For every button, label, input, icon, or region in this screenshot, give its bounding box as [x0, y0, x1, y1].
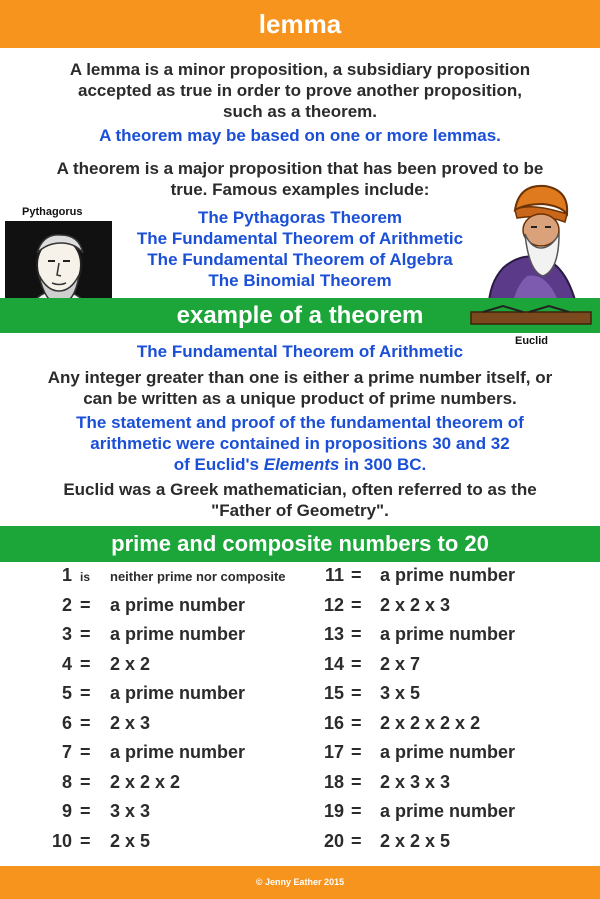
- number-value: 20: [323, 830, 344, 851]
- number-description: 2 x 3 x 3: [380, 771, 451, 792]
- list-item: The Binomial Theorem: [208, 271, 392, 290]
- equals-sign: =: [351, 683, 362, 703]
- equals-sign: =: [351, 594, 362, 615]
- number-description: 2 x 5: [110, 830, 151, 851]
- equals-sign: =: [80, 594, 91, 615]
- number-value: 2: [61, 594, 72, 615]
- pythagoras-caption: Pythagorus: [22, 206, 83, 218]
- page-title: lemma: [258, 9, 342, 39]
- number-value: 18: [323, 771, 344, 792]
- list-item: [0, 654, 600, 680]
- equals-sign: =: [351, 771, 362, 792]
- number-value: 10: [51, 830, 72, 851]
- number-value: 3: [61, 624, 72, 644]
- fundamental-theorem-statement: Any integer greater than one is either a prime number itself, or can be written as a unique product of prime numbers.: [47, 368, 553, 408]
- number-value: 11: [324, 565, 344, 585]
- example-section-title: example of a theorem: [176, 302, 424, 329]
- number-value: 13: [323, 624, 344, 644]
- number-description: a prime number: [110, 594, 246, 615]
- list-item: [0, 683, 600, 709]
- equals-sign: =: [80, 801, 91, 821]
- equals-sign: =: [351, 712, 362, 733]
- list-item: The Fundamental Theorem of Arithmetic: [136, 229, 464, 248]
- equals-sign: =: [80, 830, 91, 851]
- footer-bar: [0, 866, 600, 899]
- number-description: 2 x 7: [380, 653, 421, 674]
- number-value: 6: [61, 712, 72, 733]
- numbers-section-bar: [0, 526, 600, 562]
- number-description: 2 x 2 x 2: [110, 771, 181, 792]
- number-value: 9: [61, 801, 72, 821]
- equals-sign: =: [80, 771, 91, 792]
- equals-sign: =: [351, 801, 362, 821]
- number-description: a prime number: [380, 742, 516, 762]
- euclid-note: Euclid was a Greek mathematician, often referred to as the "Father of Geometry".: [63, 480, 537, 520]
- equals-sign: is: [80, 570, 91, 584]
- lemma-definition: A lemma is a minor proposition, a subsidiary proposition accepted as true in order to prove another proposition, such as a theorem.: [69, 60, 531, 121]
- euclid-caption: Euclid: [515, 335, 549, 347]
- number-value: 4: [61, 653, 72, 674]
- list-item: [0, 772, 600, 798]
- euclid-desk-overlay: [469, 298, 594, 330]
- number-description: 2 x 2: [110, 653, 151, 674]
- number-value: 14: [323, 653, 344, 674]
- list-item: The Fundamental Theorem of Algebra: [147, 250, 453, 269]
- list-item: [0, 742, 600, 768]
- number-value: 17: [323, 742, 344, 762]
- number-value: 19: [323, 801, 344, 821]
- list-item: [0, 713, 600, 739]
- number-description: a prime number: [110, 683, 246, 703]
- number-description: a prime number: [380, 565, 516, 585]
- equals-sign: =: [80, 653, 91, 674]
- theorem-history: The statement and proof of the fundamental theorem of arithmetic were contained in propositions 30 and 32 of Euclid's Elements in 300 BC.: [76, 413, 524, 474]
- number-description: 2 x 2 x 3: [380, 594, 451, 615]
- list-item: [0, 831, 600, 857]
- number-value: 12: [323, 594, 344, 615]
- number-description: 2 x 3: [110, 712, 151, 733]
- equals-sign: =: [80, 683, 91, 703]
- copyright: © Jenny Eather 2015: [255, 877, 345, 887]
- elements-title: Elements: [263, 455, 340, 474]
- number-value: 1: [61, 565, 72, 585]
- number-value: 7: [61, 742, 72, 762]
- theorem-definition: A theorem is a major proposition that has been proved to be true. Famous examples include:: [56, 159, 544, 199]
- list-item: [0, 624, 600, 650]
- list-item: [0, 801, 600, 827]
- list-item: The Pythagoras Theorem: [197, 208, 403, 227]
- list-item: [0, 595, 600, 621]
- number-value: 16: [323, 712, 344, 733]
- number-value: 15: [323, 683, 344, 703]
- theorem-note: A theorem may be based on one or more lemmas.: [99, 126, 501, 145]
- number-description: a prime number: [110, 624, 246, 644]
- numbers-section-title: prime and composite numbers to 20: [111, 531, 489, 556]
- example-subtitle: The Fundamental Theorem of Arithmetic: [136, 342, 464, 361]
- number-description: 3 x 5: [380, 683, 421, 703]
- equals-sign: =: [351, 830, 362, 851]
- number-description: a prime number: [110, 742, 246, 762]
- header-bar: [0, 0, 600, 48]
- number-description: 3 x 3: [110, 801, 151, 821]
- equals-sign: =: [351, 742, 362, 762]
- number-description: neither prime nor composite: [110, 569, 286, 584]
- equals-sign: =: [80, 712, 91, 733]
- famous-theorems-list: [0, 207, 600, 291]
- number-description: 2 x 2 x 5: [380, 830, 451, 851]
- number-description: a prime number: [380, 801, 516, 821]
- number-value: 8: [61, 771, 72, 792]
- equals-sign: =: [351, 653, 362, 674]
- number-value: 5: [61, 683, 72, 703]
- equals-sign: =: [80, 624, 91, 644]
- list-item: [0, 565, 600, 591]
- equals-sign: =: [351, 624, 362, 644]
- number-description: a prime number: [380, 624, 516, 644]
- number-description: 2 x 2 x 2 x 2: [380, 712, 481, 733]
- equals-sign: =: [351, 565, 362, 585]
- equals-sign: =: [80, 742, 91, 762]
